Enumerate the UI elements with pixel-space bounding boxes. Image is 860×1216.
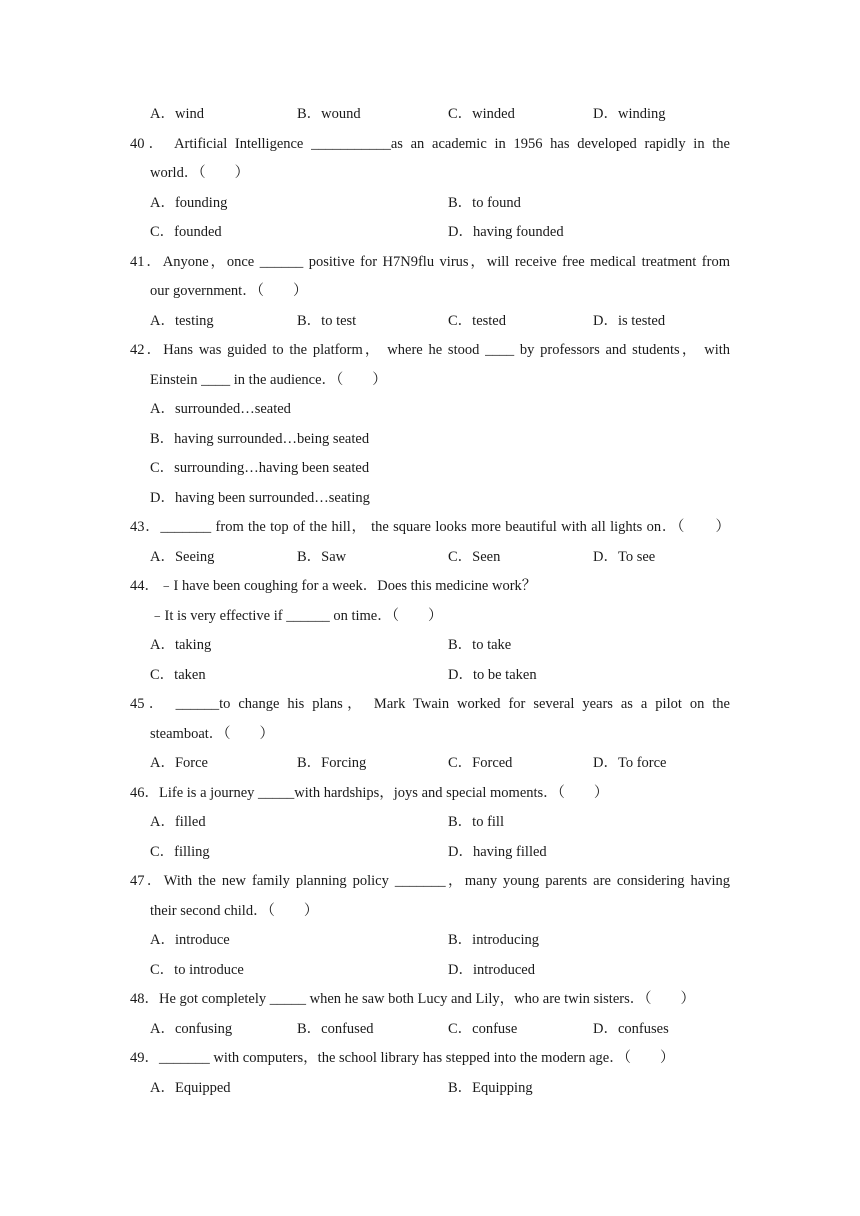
- q39-option-c: C．winded: [448, 106, 515, 122]
- q47-option-d: D．introduced: [448, 962, 535, 978]
- q40-option-c: C．founded: [150, 224, 222, 240]
- q41-option-a: A．testing: [150, 313, 214, 329]
- q45-option-d: D．To force: [593, 755, 667, 771]
- q44-option-c: C．taken: [150, 667, 206, 683]
- q49-option-b: B．Equipping: [448, 1080, 533, 1096]
- q44-option-d: D．to be taken: [448, 667, 537, 683]
- q48-option-a: A．confusing: [150, 1021, 233, 1037]
- q43-option-c: C．Seen: [448, 549, 501, 565]
- q42-option-d: D．having been surrounded…seating: [150, 490, 370, 506]
- q41-option-c: C．tested: [448, 313, 506, 329]
- q42-stem: 42．Hans was guided to the platform， where he stood ____ by professors and students， with: [130, 342, 730, 358]
- q43-option-b: B．Saw: [297, 549, 347, 565]
- q45-option-c: C．Forced: [448, 755, 513, 771]
- q48-option-d: D．confuses: [593, 1021, 669, 1037]
- q47-option-c: C．to introduce: [150, 962, 244, 978]
- q46-option-b: B．to fill: [448, 814, 504, 830]
- q39-option-b: B．wound: [297, 106, 361, 122]
- q41-stem-cont: our government．（ ）: [150, 283, 308, 299]
- q48-stem: 48．He got completely _____ when he saw both Lucy and Lily，who are twin sisters．（ ）: [130, 991, 695, 1007]
- q46-stem: 46．Life is a journey _____with hardships，joys and special moments．（ ）: [130, 785, 609, 801]
- q48-option-b: B．confused: [297, 1021, 374, 1037]
- q47-stem: 47．With the new family planning policy _______，many young parents are considering having: [130, 873, 730, 889]
- q41-option-b: B．to test: [297, 313, 357, 329]
- q42-option-b: B．having surrounded…being seated: [150, 431, 370, 447]
- q47-option-b: B．introducing: [448, 932, 540, 948]
- q45-option-a: A．Force: [150, 755, 208, 771]
- q43-option-a: A．Seeing: [150, 549, 215, 565]
- q46-option-a: A．filled: [150, 814, 206, 830]
- q40-stem: 40． Artificial Intelligence ___________as an academic in 1956 has developed rapidly in the: [130, 136, 730, 152]
- q43-option-d: D．To see: [593, 549, 656, 565]
- q42-option-c: C．surrounding…having been seated: [150, 460, 370, 476]
- q39-option-a: A．wind: [150, 106, 204, 122]
- q40-option-a: A．founding: [150, 195, 228, 211]
- q44-stem: 44．﹣I have been coughing for a week．Does this medicine work？: [130, 578, 537, 594]
- q44-option-a: A．taking: [150, 637, 212, 653]
- q46-option-c: C．filling: [150, 844, 210, 860]
- q40-option-b: B．to found: [448, 195, 521, 211]
- q40-stem-cont: world．（ ）: [150, 165, 250, 181]
- q48-option-c: C．confuse: [448, 1021, 518, 1037]
- q45-stem: 45． ______to change his plans， Mark Twain worked for several years as a pilot on the: [130, 696, 730, 712]
- q47-stem-cont: their second child．（ ）: [150, 903, 319, 919]
- q43-stem: 43．_______ from the top of the hill， the square looks more beautiful with all lights on．（ ）: [130, 519, 730, 535]
- q44-option-b: B．to take: [448, 637, 512, 653]
- q45-option-b: B．Forcing: [297, 755, 367, 771]
- q42-stem-cont: Einstein ____ in the audience．（ ）: [150, 372, 387, 388]
- q45-stem-cont: steamboat．（ ）: [150, 726, 275, 742]
- q40-option-d: D．having founded: [448, 224, 564, 240]
- q46-option-d: D．having filled: [448, 844, 547, 860]
- q47-option-a: A．introduce: [150, 932, 230, 948]
- q39-option-d: D．winding: [593, 106, 666, 122]
- q42-option-a: A．surrounded…seated: [150, 401, 291, 417]
- q44-stem-cont: ﹣It is very effective if ______ on time．（ ）: [150, 608, 443, 624]
- q41-stem: 41．Anyone，once ______ positive for H7N9flu virus，will receive free medical treatment from: [130, 254, 730, 270]
- q49-stem: 49．_______ with computers，the school library has stepped into the modern age．（ ）: [130, 1050, 675, 1066]
- q49-option-a: A．Equipped: [150, 1080, 231, 1096]
- q41-option-d: D．is tested: [593, 313, 666, 329]
